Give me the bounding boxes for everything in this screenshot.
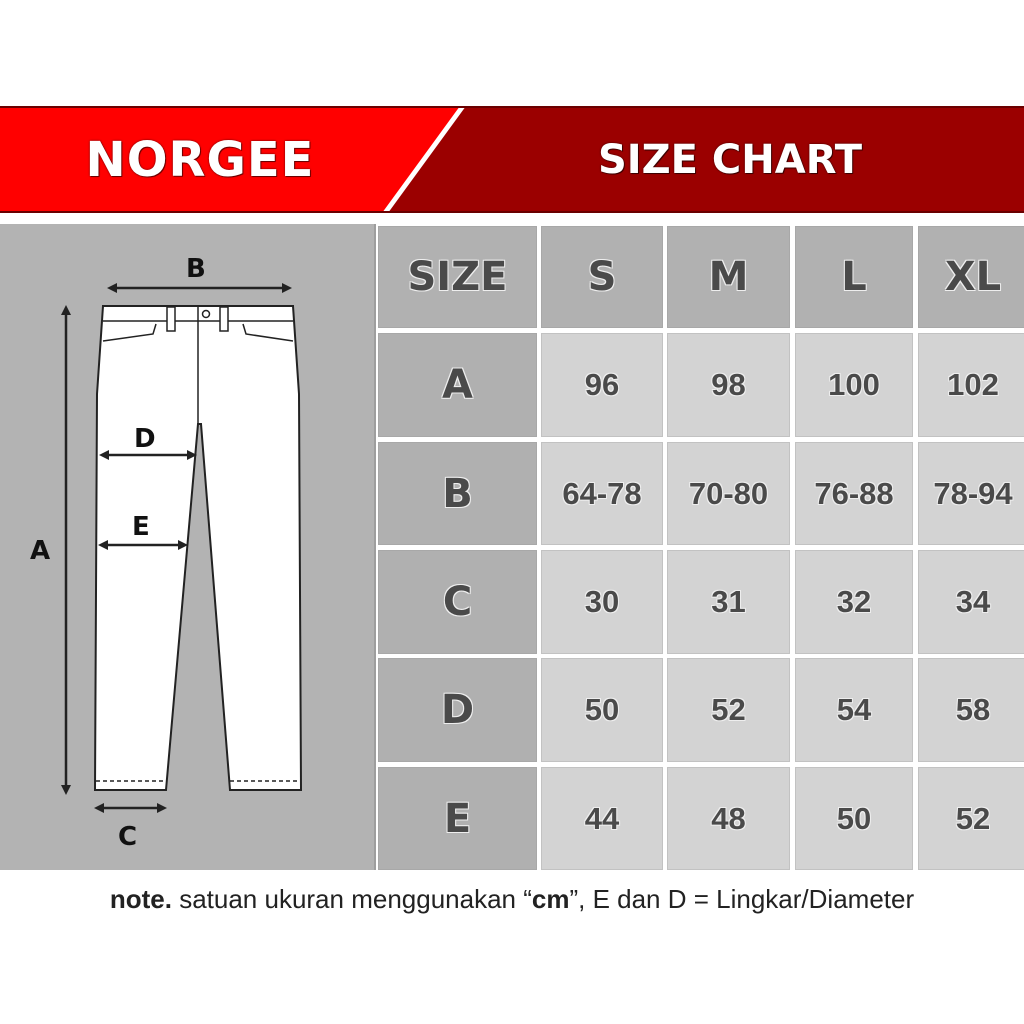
note-prefix: note.: [109, 884, 172, 914]
row-label-a: A: [378, 333, 537, 437]
brand-name: NORGEE: [85, 131, 315, 188]
note-text-2: ”, E dan D = Lingkar/Diameter: [569, 884, 915, 914]
diagram-label-c: C: [118, 822, 138, 852]
row-label-c: C: [378, 550, 537, 654]
table-cell: 48: [667, 767, 790, 870]
size-table: [378, 226, 1024, 871]
table-cell: 50: [795, 767, 913, 870]
table-cell: 32: [795, 550, 913, 654]
table-cell: 30: [541, 550, 663, 654]
table-cell: 64-78: [541, 442, 663, 545]
table-cell: 44: [541, 767, 663, 870]
row-label-e: E: [378, 767, 537, 870]
diagram-label-b: B: [186, 254, 206, 284]
row-label-d: D: [378, 658, 537, 762]
table-cell: 58: [918, 658, 1024, 762]
table-cell: 98: [667, 333, 790, 437]
table-cell: 76-88: [795, 442, 913, 545]
table-cell: 70-80: [667, 442, 790, 545]
table-cell: 52: [667, 658, 790, 762]
column-header-m: M: [667, 226, 790, 328]
column-header-s: S: [541, 226, 663, 328]
table-corner-size: SIZE: [378, 226, 537, 328]
unit-note: [0, 884, 1024, 915]
table-cell: 100: [795, 333, 913, 437]
row-label-b: B: [378, 442, 537, 545]
pants-diagram: [0, 224, 376, 870]
table-cell: 52: [918, 767, 1024, 870]
diagram-label-e: E: [132, 512, 150, 542]
table-cell: 54: [795, 658, 913, 762]
diagram-label-a: A: [30, 536, 51, 566]
table-cell: 31: [667, 550, 790, 654]
table-cell: 50: [541, 658, 663, 762]
note-text-1: satuan ukuran menggunakan “: [171, 884, 532, 914]
table-cell: 102: [918, 333, 1024, 437]
column-header-xl: XL: [918, 226, 1024, 328]
note-unit: cm: [531, 884, 570, 914]
column-header-l: L: [795, 226, 913, 328]
table-cell: 78-94: [918, 442, 1024, 545]
table-cell: 34: [918, 550, 1024, 654]
table-cell: 96: [541, 333, 663, 437]
diagram-label-d: D: [134, 424, 156, 454]
pants-illustration-icon: [0, 224, 374, 870]
page-title: SIZE CHART: [597, 136, 863, 183]
